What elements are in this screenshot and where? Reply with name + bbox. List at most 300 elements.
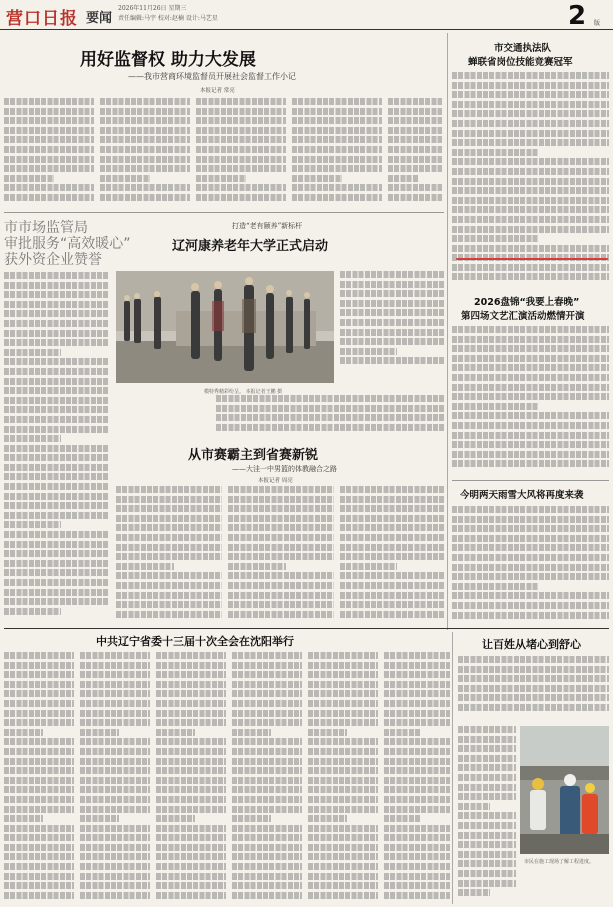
body-text-line [4, 426, 108, 433]
body-text-line [4, 301, 108, 308]
commentary-headline: 让百姓从堵心到舒心 [482, 638, 581, 651]
body-text-line [80, 652, 150, 659]
body-text-line [308, 786, 378, 793]
body-text-line [232, 786, 302, 793]
body-text-line [308, 671, 378, 678]
body-text-line [4, 108, 94, 115]
body-text-line [196, 146, 286, 153]
body-text-line [156, 825, 226, 832]
body-text-line [458, 694, 609, 701]
body-text-line [80, 690, 150, 697]
body-text-line [4, 397, 108, 404]
column-divider [447, 33, 448, 630]
body-text-line [4, 330, 108, 337]
body-text-line [452, 573, 609, 580]
body-text-line [232, 882, 302, 889]
body-text-line [116, 572, 222, 579]
body-text-line [156, 882, 226, 889]
body-text-line [4, 175, 54, 182]
body-text-line [452, 326, 609, 333]
body-text-line [80, 758, 150, 765]
body-text-line [116, 496, 222, 503]
body-text-line [196, 117, 286, 124]
body-text-line [116, 563, 174, 570]
lower-divider [4, 628, 609, 629]
body-text-line [340, 486, 444, 493]
body-text-line [232, 806, 302, 813]
body-text-line [340, 572, 444, 579]
body-text-line [196, 194, 286, 201]
body-text-line [292, 165, 382, 172]
body-text-line [196, 184, 286, 191]
main-story-subhead: ——我市营商环境监督员开展社会监督工作小记 [128, 72, 296, 81]
main-story-col-5 [388, 98, 442, 210]
body-text-line [4, 194, 94, 201]
body-text-line [458, 656, 609, 663]
body-text-line [4, 853, 74, 860]
body-text-line [156, 796, 226, 803]
body-text-line [340, 319, 444, 326]
fashion-show-image [116, 271, 334, 383]
college-story-body-bottom [216, 395, 444, 435]
commentary-body-left [458, 726, 516, 902]
body-text-line [308, 681, 378, 688]
body-text-line [4, 473, 108, 480]
body-text-line [388, 175, 418, 182]
body-text-line [388, 165, 442, 172]
body-text-line [452, 384, 609, 391]
body-text-line [4, 146, 94, 153]
body-text-line [228, 572, 334, 579]
body-text-line [228, 515, 334, 522]
body-text-line [216, 424, 444, 431]
body-text-line [4, 569, 108, 576]
body-text-line [452, 345, 609, 352]
body-text-line [340, 601, 444, 608]
body-text-line [4, 863, 74, 870]
body-text-line [4, 892, 74, 899]
body-text-line [452, 364, 609, 371]
body-text-line [452, 226, 609, 233]
body-text-line [452, 235, 538, 242]
body-text-line [4, 387, 108, 394]
body-text-line [156, 863, 226, 870]
body-text-line [100, 117, 190, 124]
body-text-line [156, 853, 226, 860]
body-text-line [4, 493, 108, 500]
body-text-line [116, 534, 222, 541]
story-divider [4, 212, 444, 213]
body-text-line [228, 592, 334, 599]
body-text-line [452, 393, 609, 400]
body-text-line [4, 531, 108, 538]
body-text-line [156, 873, 226, 880]
body-text-line [100, 146, 190, 153]
college-story-body-right [340, 271, 444, 371]
body-text-line [4, 512, 108, 519]
body-text-line [228, 524, 334, 531]
body-text-line [232, 825, 302, 832]
body-text-line [308, 863, 378, 870]
body-text-line [232, 652, 302, 659]
fashion-show-caption: 模特秀精彩纷呈。 本报记者王鹏 摄 [204, 389, 283, 395]
body-text-line [340, 582, 444, 589]
body-text-line [232, 758, 302, 765]
body-text-line [196, 165, 286, 172]
body-text-line [452, 264, 609, 271]
body-text-line [156, 652, 226, 659]
body-text-line [156, 767, 226, 774]
body-text-line [458, 822, 516, 829]
body-text-line [4, 282, 108, 289]
body-text-line [116, 592, 222, 599]
body-text-line [4, 184, 94, 191]
body-text-line [232, 681, 302, 688]
body-text-line [452, 612, 609, 619]
body-text-line [452, 206, 609, 213]
body-text-line [156, 710, 226, 717]
body-text-line [384, 652, 450, 659]
college-story-headline: 辽河康养老年大学正式启动 [172, 239, 329, 254]
body-text-line [384, 767, 450, 774]
body-text-line [388, 127, 442, 134]
body-text-line [452, 460, 609, 467]
body-text-line [4, 521, 61, 528]
basketball-story-byline: 本报记者 周亮 [258, 478, 293, 484]
body-text-line [340, 505, 444, 512]
body-text-line [228, 553, 334, 560]
body-text-line [100, 184, 190, 191]
body-text-line [340, 329, 444, 336]
body-text-line [196, 108, 286, 115]
body-text-line [80, 873, 150, 880]
body-text-line [232, 671, 302, 678]
body-text-line [232, 767, 302, 774]
body-text-line [308, 834, 378, 841]
body-text-line [80, 671, 150, 678]
body-text-line [384, 690, 450, 697]
body-text-line [80, 710, 150, 717]
body-text-line [458, 745, 516, 752]
body-text-line [384, 863, 450, 870]
body-text-line [4, 406, 108, 413]
body-text-line [452, 110, 609, 117]
body-text-line [232, 873, 302, 880]
body-text-line [156, 748, 226, 755]
body-text-line [452, 592, 609, 599]
gala-story-body [452, 326, 609, 478]
body-text-line [308, 758, 378, 765]
body-text-line [340, 309, 444, 316]
body-text-line [388, 156, 442, 163]
body-text-line [292, 156, 382, 163]
body-text-line [232, 719, 302, 726]
body-text-line [232, 777, 302, 784]
body-text-line [384, 710, 450, 717]
body-text-line [384, 786, 450, 793]
body-text-line [232, 834, 302, 841]
body-text-line [452, 602, 609, 609]
body-text-line [80, 796, 150, 803]
body-text-line [308, 662, 378, 669]
body-text-line [116, 611, 222, 618]
body-text-line [458, 704, 609, 711]
body-text-line [452, 82, 609, 89]
body-text-line [116, 524, 222, 531]
body-text-line [384, 882, 450, 889]
body-text-line [308, 892, 378, 899]
body-text-line [308, 690, 378, 697]
body-text-line [384, 719, 450, 726]
body-text-line [232, 892, 302, 899]
body-text-line [340, 544, 444, 551]
basketball-story-col-3 [340, 486, 444, 624]
body-text-line [4, 349, 61, 356]
body-text-line [308, 844, 378, 851]
body-text-line [340, 534, 444, 541]
body-text-line [458, 784, 516, 791]
body-text-line [458, 736, 516, 743]
body-text-line [232, 729, 271, 736]
body-text-line [4, 272, 108, 279]
annotation-underline [456, 258, 608, 260]
body-text-line [458, 675, 609, 682]
body-text-line [452, 544, 609, 551]
body-text-line [156, 690, 226, 697]
body-text-line [458, 803, 490, 810]
body-text-line [4, 579, 108, 586]
body-text-line [384, 844, 450, 851]
body-text-line [340, 524, 444, 531]
body-text-line [4, 378, 108, 385]
body-text-line [458, 870, 516, 877]
body-text-line [458, 755, 516, 762]
body-text-line [4, 339, 108, 346]
body-text-line [4, 825, 74, 832]
body-text-line [80, 815, 119, 822]
body-text-line [452, 525, 609, 532]
body-text-line [80, 853, 150, 860]
body-text-line [228, 582, 334, 589]
body-text-line [232, 815, 271, 822]
body-text-line [4, 719, 74, 726]
body-text-line [156, 738, 226, 745]
body-text-line [80, 700, 150, 707]
body-text-line [156, 806, 226, 813]
college-story-kicker: 打造“老有颐养”新标杆 [232, 222, 303, 230]
body-text-line [4, 320, 108, 327]
body-text-line [452, 168, 609, 175]
plenum-story-col-4 [232, 652, 302, 902]
body-text-line [80, 786, 150, 793]
body-text-line [458, 851, 516, 858]
body-text-line [232, 844, 302, 851]
body-text-line [4, 796, 74, 803]
body-text-line [452, 216, 609, 223]
body-text-line [4, 358, 108, 365]
body-text-line [384, 681, 450, 688]
body-text-line [308, 825, 378, 832]
body-text-line [116, 582, 222, 589]
body-text-line [116, 553, 222, 560]
body-text-line [388, 194, 442, 201]
body-text-line [4, 483, 108, 490]
body-text-line [388, 146, 442, 153]
body-text-line [452, 451, 609, 458]
body-text-line [458, 666, 609, 673]
body-text-line [452, 374, 609, 381]
body-text-line [388, 117, 442, 124]
body-text-line [384, 738, 450, 745]
body-text-line [452, 432, 609, 439]
traffic-story-body [452, 72, 609, 284]
body-text-line [308, 700, 378, 707]
plenum-story-col-2 [80, 652, 150, 902]
body-text-line [80, 806, 150, 813]
issue-editors: 责任编辑:马宇 校对:赵楠 设计:马艺星 [118, 15, 218, 22]
weather-story-body [452, 506, 609, 626]
body-text-line [4, 464, 108, 471]
body-text-line [452, 130, 609, 137]
body-text-line [340, 290, 444, 297]
body-text-line [4, 806, 74, 813]
body-text-line [232, 662, 302, 669]
body-text-line [308, 777, 378, 784]
body-text-line [196, 127, 286, 134]
gala-story-headline-2: 第四场文艺汇演活动燃情开演 [461, 311, 585, 322]
body-text-line [384, 853, 450, 860]
main-story-headline: 用好监督权 助力大发展 [80, 50, 256, 70]
body-text-line [384, 815, 420, 822]
body-text-line [384, 777, 450, 784]
body-text-line [116, 486, 222, 493]
body-text-line [228, 534, 334, 541]
body-text-line [80, 767, 150, 774]
body-text-line [4, 882, 74, 889]
body-text-line [80, 834, 150, 841]
body-text-line [452, 139, 609, 146]
traffic-story-headline-1: 市交通执法队 [494, 43, 552, 54]
body-text-line [292, 194, 382, 201]
body-text-line [156, 662, 226, 669]
body-text-line [196, 156, 286, 163]
body-text-line [452, 187, 609, 194]
body-text-line [384, 825, 450, 832]
body-text-line [4, 156, 94, 163]
body-text-line [4, 690, 74, 697]
body-text-line [308, 738, 378, 745]
body-text-line [4, 700, 74, 707]
body-text-line [4, 454, 108, 461]
body-text-line [80, 662, 150, 669]
body-text-line [80, 729, 119, 736]
body-text-line [100, 108, 190, 115]
body-text-line [292, 108, 382, 115]
newspaper-logo: 营口日报 [6, 9, 78, 29]
body-text-line [340, 496, 444, 503]
side-story-body [4, 272, 108, 622]
fashion-show-photo [116, 271, 334, 383]
body-text-line [156, 758, 226, 765]
main-story-col-2 [100, 98, 190, 210]
body-text-line [458, 812, 516, 819]
body-text-line [232, 863, 302, 870]
body-text-line [156, 719, 226, 726]
body-text-line [452, 355, 609, 362]
body-text-line [308, 767, 378, 774]
body-text-line [4, 844, 74, 851]
body-text-line [116, 601, 222, 608]
body-text-line [292, 146, 382, 153]
body-text-line [232, 738, 302, 745]
body-text-line [340, 515, 444, 522]
body-text-line [384, 796, 450, 803]
body-text-line [4, 834, 74, 841]
plenum-story-col-5 [308, 652, 378, 902]
body-text-line [156, 786, 226, 793]
body-text-line [308, 710, 378, 717]
body-text-line [4, 165, 94, 172]
body-text-line [4, 502, 108, 509]
body-text-line [4, 681, 74, 688]
body-text-line [292, 117, 382, 124]
body-text-line [4, 710, 74, 717]
commentary-divider [452, 632, 453, 904]
body-text-line [308, 806, 378, 813]
body-text-line [4, 589, 108, 596]
body-text-line [4, 368, 108, 375]
body-text-line [100, 98, 190, 105]
body-text-line [292, 136, 382, 143]
basketball-story-subhead: ——大洼一中男篮的体教融合之路 [232, 465, 337, 473]
body-text-line [384, 873, 450, 880]
main-story-col-1 [4, 98, 94, 210]
body-text-line [156, 892, 226, 899]
body-text-line [452, 564, 609, 571]
plenum-story-headline: 中共辽宁省委十三届十次全会在沈阳举行 [96, 635, 294, 648]
body-text-line [4, 136, 94, 143]
body-text-line [4, 786, 74, 793]
body-text-line [80, 738, 150, 745]
issue-date: 2026年11月26日 星期三 [118, 5, 187, 12]
body-text-line [228, 544, 334, 551]
body-text-line [452, 158, 609, 165]
body-text-line [458, 889, 490, 896]
body-text-line [4, 291, 108, 298]
gala-story-headline-1: 2026盘锦“我要上春晚” [474, 297, 580, 308]
body-text-line [452, 336, 609, 343]
body-text-line [156, 700, 226, 707]
body-text-line [4, 598, 108, 605]
body-text-line [156, 844, 226, 851]
body-text-line [452, 120, 609, 127]
body-text-line [308, 796, 378, 803]
body-text-line [384, 671, 450, 678]
body-text-line [4, 662, 74, 669]
body-text-line [232, 710, 302, 717]
plenum-story-col-3 [156, 652, 226, 902]
body-text-line [156, 729, 195, 736]
body-text-line [384, 729, 420, 736]
body-text-line [4, 445, 108, 452]
issue-meta [118, 4, 318, 24]
traffic-story-headline-2: 蝉联省岗位技能竞赛冠军 [468, 57, 573, 68]
body-text-line [452, 91, 609, 98]
body-text-line [388, 108, 442, 115]
body-text-line [4, 98, 94, 105]
body-text-line [292, 184, 382, 191]
commentary-body [458, 656, 609, 720]
